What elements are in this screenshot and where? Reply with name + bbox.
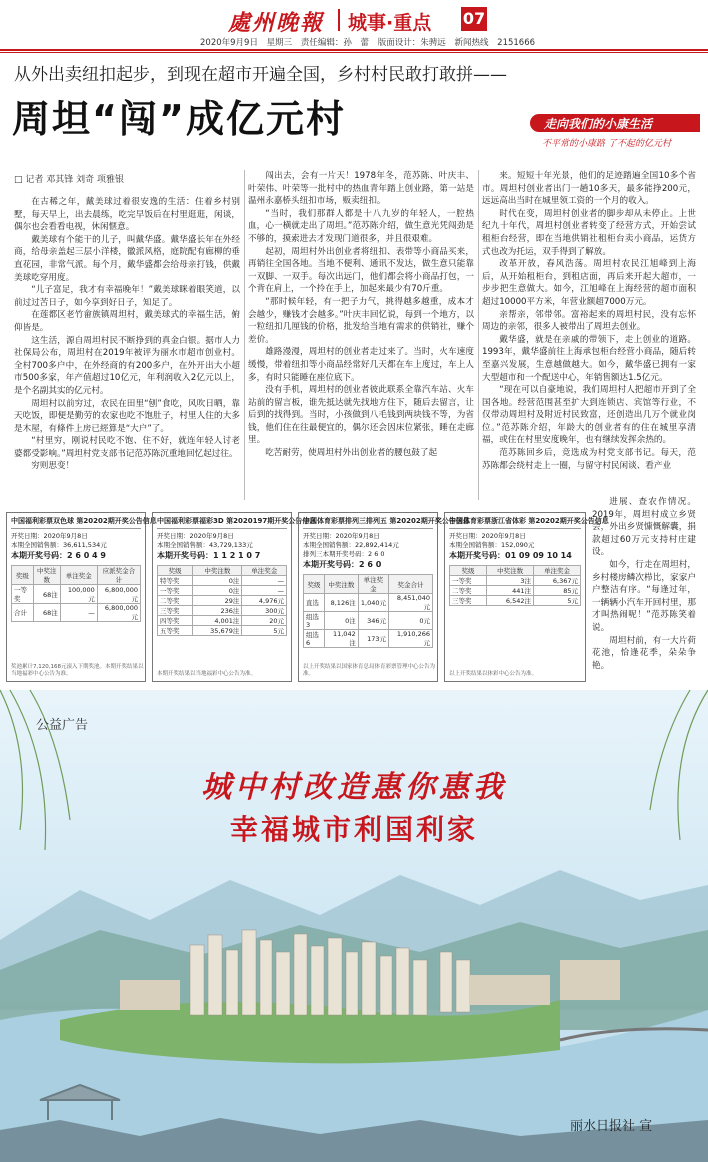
article-paragraph: 戴华盛，就是在亲戚的带领下，走上创业的道路。1993年，戴华盛前往上海承包柜台经营小商品，随后转至嘉兴发展，生意越做越大。如今，戴华盛已拥有一家大型超市和一个配送中心，年销售额达1.5亿元。 (482, 334, 696, 383)
lottery-numbers: 本期开奖号码：2 6 0 4 9 (11, 551, 106, 560)
lottery-cell: 特等奖 (158, 576, 193, 586)
lottery-header-cell: 单注奖金 (242, 566, 287, 576)
lottery-cell: 五等奖 (158, 626, 193, 636)
lottery-header-cell: 单注奖金 (358, 575, 388, 594)
masthead (0, 0, 708, 48)
lottery-table (11, 565, 141, 622)
article-paragraph: 改革开放，春风浩荡。周坦村农民江旭峰到上海后，从开始租柜台，到租店面，再后来开起大超市，一步步把生意做大。如今，江旭峰在上海经营的超市面积超过10000平方米，年营业额超7000万元。 (482, 259, 696, 307)
lottery-row (158, 586, 287, 596)
lottery-cell: 4,976元 (242, 596, 287, 606)
lottery-row (158, 596, 287, 606)
article-paragraph: 在古稀之年，戴美球过着很安逸的生活：住着乡村别墅，每天早上，出去晨练，吃完早饭后在村里逛逛，闲谈，偶尔也会看看电视，休闲惬意。 (14, 197, 240, 233)
article-paragraph: “现在可以自豪地说，我们周坦村人把超市开到了全国各地。经营范围甚至扩大到连锁店、宾馆等行业，不仅带动周坦村及附近村民致富，还创造出几万个就业岗位。”范苏陈介绍，年龄大的创业者有的住在城里享清福，或住在村里安度晚年，也有继续发挥余热的。 (482, 385, 696, 446)
lottery-title: 中国福利彩票双色球 第20202期开奖公告信息 (11, 516, 141, 529)
lottery-box-4 (444, 512, 609, 682)
lottery-info-line: 本期全国销售额：22,892,414元 (303, 541, 399, 549)
lottery-cell: 441注 (487, 586, 534, 596)
lottery-row (450, 576, 581, 586)
lottery-header-cell: 中奖注数 (325, 575, 359, 594)
lottery-cell: 173元 (358, 630, 388, 648)
lottery-cell: 68注 (33, 585, 60, 604)
lottery-cell: 8,451,040元 (389, 594, 433, 612)
article-paragraph: 雄路漫漫，周坦村的创业者走过来了。当时，火车速度缓慢，带着纽扣等小商品经常好几天都在车上度过，车上人多，有时只能睡在座位底下。 (248, 347, 474, 383)
lottery-title: 中国福利彩票福彩3D 第2020197期开奖公告信息 (157, 516, 287, 529)
lottery-table (449, 565, 581, 606)
lottery-title: 中国体育彩票排列三排列五 第20202期开奖公告信息 (303, 516, 433, 529)
article-column-1 (14, 196, 240, 502)
lottery-info-line: 排列三本期开奖号码：2 6 0 (303, 550, 385, 558)
article-paragraph: 亲帮亲，邻带邻。富裕起来的周坦村民，没有忘怀周边的亲邻，很多人被带出了周坦去创业。 (482, 309, 696, 333)
lottery-table (303, 574, 433, 648)
lottery-cell: 6,800,000元 (97, 604, 140, 622)
lottery-note: 本期开奖结果以当地福彩中心公告为准。 (157, 671, 257, 677)
lottery-row (158, 576, 287, 586)
lottery-header-cell: 中奖注数 (33, 566, 60, 585)
lottery-cell: 3注 (487, 576, 534, 586)
article-paragraph: 周坦村以前穷过，农民在田里“刨”食吃，风吹日晒，靠天吃饭，即便是勤劳的农家也吃不饱肚子，村里人住的大多是木屋，有條件上房已經算是“大户”了。 (14, 398, 240, 434)
lottery-header-cell: 单注奖金 (534, 566, 581, 576)
article-paragraph: 来。短短十年光景，他们的足迹踏遍全国10多个省市。周坦村创业者出门一趟10多天，最多能挣200元，远远高出当时在城里领工资的一个月的收入。 (482, 171, 696, 207)
lottery-cell: 一等奖 (158, 586, 193, 596)
lottery-row (304, 630, 433, 648)
lottery-cell: — (242, 576, 287, 586)
public-service-ad (0, 690, 708, 1162)
lottery-box-1 (6, 512, 157, 682)
lottery-row (158, 626, 287, 636)
banner-subtitle: 不平常的小康路 了不起的亿元村 (542, 139, 671, 149)
lottery-header-cell: 奖级 (158, 566, 193, 576)
article-paragraph: 没有手机，周坦村的创业者彼此联系全靠汽车站、火车站前的留言板，谁先抵达就先找地方住下，随后去留言，让后到的找得到。当时，小孩做到八毛钱到两块钱不等，为省钱，他们住在往最便宜的，偶尔还会因床位紧张，睡在走廊里。 (248, 385, 474, 446)
lottery-cell: — (242, 586, 287, 596)
lottery-cell: 四等奖 (158, 616, 193, 626)
lottery-row (450, 596, 581, 606)
article-column-3 (482, 170, 696, 490)
article-paragraph: 进展、查农作情况。2019年，周坦村成立乡贤会，外出乡贤慷慨解囊，捐款超过60万元支持村庄建设。 (592, 497, 696, 558)
lottery-cell: 85元 (534, 586, 581, 596)
headline-kicker: 从外出卖纽扣起步，到现在超市开遍全国，乡村村民敢打敢拼—— (14, 65, 507, 85)
lottery-header-cell: 中奖注数 (487, 566, 534, 576)
lottery-cell: 4,001注 (193, 616, 242, 626)
lottery-row (12, 585, 141, 604)
byline: □ 记者 邓其锋 刘奇 项雅银 (14, 175, 124, 185)
ad-slogan-1: 城中村改造惠你惠我 (201, 770, 507, 805)
lottery-note: 以上开奖结果以体彩中心公告为准。 (449, 671, 538, 677)
lottery-row (158, 616, 287, 626)
lottery-cell: 6,800,000元 (97, 585, 140, 604)
column-rule (478, 170, 479, 500)
lottery-table (157, 565, 287, 636)
lottery-title: 中国体育彩票浙江省体彩 第20202期开奖公告信息 (449, 516, 581, 529)
lottery-cell: 68注 (33, 604, 60, 622)
lottery-cell: 0注 (193, 586, 242, 596)
lottery-cell: 6,542注 (487, 596, 534, 606)
lottery-cell: 0元 (389, 612, 433, 630)
lottery-note: 以上开奖结果以国家体育总局体育彩票管理中心公告为准。 (303, 664, 436, 677)
lottery-info-line: 开奖日期：2020年9月8日 (11, 532, 88, 540)
top-rule-thin (0, 52, 708, 53)
lottery-header-cell: 奖级 (304, 575, 325, 594)
lottery-numbers: 本期开奖号码：01 09 09 10 14 (449, 551, 572, 560)
column-rule (244, 170, 245, 500)
article-paragraph: 穷则思变！ (31, 461, 75, 472)
lottery-cell: 二等奖 (450, 586, 487, 596)
lottery-cell: 100,000元 (60, 585, 97, 604)
article-paragraph: 起初，周坦村外出创业者将纽扣、表带等小商品买来，再销往全国各地。当地不便利、通讯不发达，做生意只能靠一双脚、一双手。每次出远门，他们都会将小商品打包，一个背在肩上，一个拎在手上，加起来最少有70斤重。 (248, 246, 474, 295)
article-paragraph: 吃苦耐劳，使周坦村外出创业者的腰包鼓了起 (265, 448, 438, 459)
lottery-info-line: 本期全国销售额：36,611,534元 (11, 541, 107, 549)
lottery-cell: 0注 (193, 576, 242, 586)
article-paragraph: 范苏陈回乡后，竞选成为村党支部书记。每天，范苏陈都会绕村走上一圈，与留守村民闲谈、看产业 (482, 448, 696, 471)
lottery-cell: 1,910,266元 (389, 630, 433, 648)
newspaper-brand: 處州晚報 (228, 10, 325, 36)
article-paragraph: 周坦村前，有一大片荷花池，恰逢花季，朵朵争艳。 (592, 635, 696, 671)
article-paragraph: “村里穷，刚说村民吃不饱、住不好，就连年轻人讨老婆都受影响。”周坦村党支部书记范苏陈沉重地回忆起过往。 (14, 436, 240, 459)
lottery-note: 奖池累计7,120,168元滚入下期奖池。本期开奖结果以当地福彩中心公告为准。 (11, 664, 144, 677)
article-paragraph: “那时候年轻，有一把子力气，挑得越多越重，成本才会越少，赚钱才会越多。”叶庆丰回忆说，每到一个地方，以一粒纽扣几厘钱的价格，批发给当地有需求的供销社，赚个差价。 (248, 296, 474, 345)
lottery-row (450, 586, 581, 596)
lottery-header-cell: 中奖注数 (193, 566, 242, 576)
lottery-cell: 三等奖 (450, 596, 487, 606)
lottery-row (12, 604, 141, 622)
series-banner (530, 114, 700, 154)
lottery-row (158, 606, 287, 616)
lottery-info-line: 开奖日期：2020年9月8日 (449, 532, 526, 540)
lottery-info-line: 开奖日期：2020年9月8日 (157, 532, 234, 540)
city-illustration (0, 690, 708, 1162)
article-paragraph: 时代在变，周坦村创业者的脚步却从未停止。上世纪九十年代，周坦村创业者转变了经营方式，开始尝试租柜台经营，即在当地供销社租柜台卖小商品，运货方式也改为托运，双手得到了解放。 (482, 208, 696, 257)
lottery-cell: 11,042注 (325, 630, 359, 648)
page-number: 07 (461, 7, 487, 31)
lottery-cell: 三等奖 (158, 606, 193, 616)
lottery-header-cell: 奖级 (12, 566, 34, 585)
lottery-numbers: 本期开奖号码：2 6 0 (303, 560, 382, 569)
ad-slogan-2: 幸福城市利国利家 (229, 813, 478, 846)
lottery-cell: 合计 (12, 604, 34, 622)
lottery-header-cell: 奖级 (450, 566, 487, 576)
lottery-cell: 1,040元 (358, 594, 388, 612)
lottery-cell: — (60, 604, 97, 622)
lottery-cell: 直选 (304, 594, 325, 612)
masthead-separator (338, 9, 340, 31)
ad-label: 公益广告 (36, 718, 89, 733)
lottery-cell: 8,126注 (325, 594, 359, 612)
article-column-2 (248, 170, 474, 500)
article-paragraph: “儿子富足，我才有幸福晚年！”戴美球眯着眼笑道，以前过过苦日子，如今享到好日子，知足了。 (14, 285, 240, 308)
lottery-cell: 5元 (242, 626, 287, 636)
lottery-cell: 组选3 (304, 612, 325, 630)
lottery-cell: 一等奖 (450, 576, 487, 586)
lottery-cell: 5元 (534, 596, 581, 606)
lottery-header-cell: 奖金合计 (389, 575, 433, 594)
lottery-header-cell: 应派奖金合计 (97, 566, 140, 585)
issue-info: 2020年9月9日 星期三 责任编辑：孙 蕾 版面设计：朱骋远 新闻热线 2151666 (200, 38, 536, 48)
lottery-cell: 6,367元 (534, 576, 581, 586)
top-rule (0, 49, 708, 51)
lottery-cell: 346元 (358, 612, 388, 630)
lottery-cell: 35,679注 (193, 626, 242, 636)
lottery-cell: 0注 (325, 612, 359, 630)
lottery-cell: 20元 (242, 616, 287, 626)
lottery-numbers: 本期开奖号码：1 1 2 1 0 7 (157, 551, 261, 560)
lottery-cell: 300元 (242, 606, 287, 616)
lottery-cell: 二等奖 (158, 596, 193, 606)
lottery-row (304, 594, 433, 612)
headline-title: 周坦“闯”成亿元村 (12, 97, 346, 141)
article-paragraph: 如今，行走在周坦村，乡村楼房鳞次栉比，家家户户整洁有序。“每逢过年，一辆辆小汽车开回村里，那才叫热闹呢！”范苏陈笑着说。 (592, 559, 696, 633)
lottery-cell: 组选6 (304, 630, 325, 648)
article-paragraph: 在莲都区老竹畲族镇周坦村，戴美球式的幸福生活，俯仰皆是。 (14, 310, 240, 333)
ad-credit: 丽水日报社 宣 (570, 1119, 653, 1134)
banner-title: 走向我们的小康生活 (544, 117, 653, 131)
article-paragraph: “当时，我们那群人都是十八九岁的年轻人，一腔热血，心一横就走出了周坦。”范苏陈介绍，做生意光凭闯劲是不够的，摸索进去才发现门道很多，并且很艰难。 (248, 208, 474, 244)
article-paragraph: 这生活，源自周坦村民不断挣到的真金白银。据市人力社保局公布，周坦村在2019年被评为丽水市超市创业村。全村700多户中，在外经商的有200多户，在外开出大小超市500多家，年产值超过10亿元，年利润收入2亿元以上，是个名副其实的亿元村。 (14, 335, 240, 396)
article-paragraph: 戴美球有个能干的儿子，叫戴华盛。戴华盛长年在外经商，给母亲盖起三层小洋楼，徽派风格，庭院配有廊柳的垂直花园，非常气派。每个月，戴华盛都会给母亲打钱，供戴美球吃穿用度。 (14, 234, 240, 283)
lottery-header-cell: 单注奖金 (60, 566, 97, 585)
lottery-cell: 一等奖 (12, 585, 34, 604)
lottery-cell: 29注 (193, 596, 242, 606)
lottery-info-line: 本期全国销售额：152,090元 (449, 541, 535, 549)
lottery-info-line: 开奖日期：2020年9月8日 (303, 532, 380, 540)
lottery-cell: 236注 (193, 606, 242, 616)
lottery-row (304, 612, 433, 630)
section-title: 城事·重点 (348, 12, 432, 34)
article-paragraph: 闯出去，会有一片天！1978年冬，范苏陈、叶庆丰、叶荣伟、叶荣等一批村中的热血青年踏上创业路，第一站是温州永嘉桥头纽扣市场，贩卖纽扣。 (248, 171, 474, 207)
lottery-info-line: 本期全国销售额：43,729,133元 (157, 541, 253, 549)
